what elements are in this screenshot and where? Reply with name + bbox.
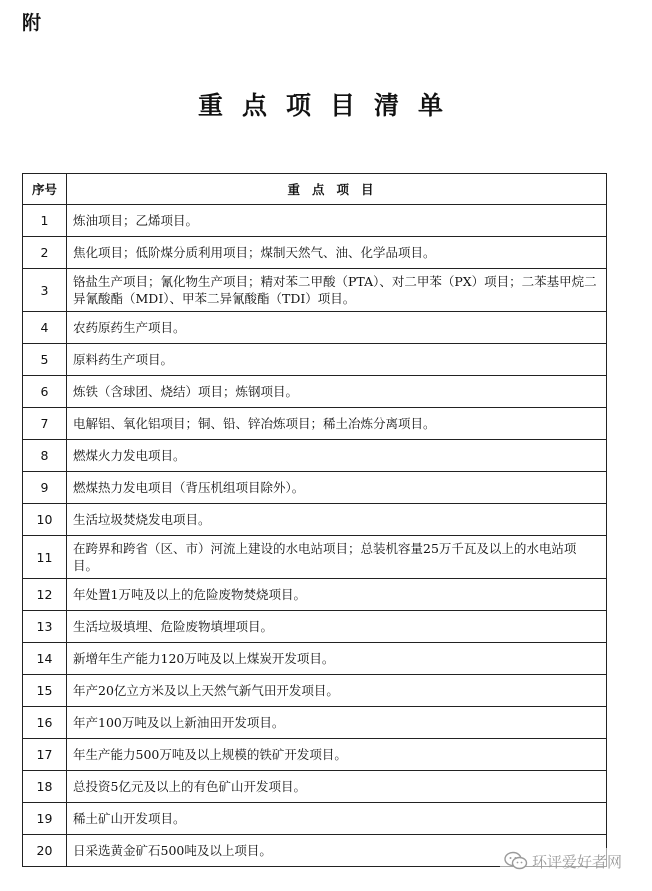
row-number: 16 [23,707,67,739]
row-project: 年生产能力500万吨及以上规模的铁矿开发项目。 [67,739,607,771]
row-project: 日采选黄金矿石500吨及以上项目。 [67,835,607,867]
row-number: 5 [23,344,67,376]
table-row [23,803,607,835]
table-row [23,312,607,344]
table-row [23,205,607,237]
table-row [23,376,607,408]
row-number: 20 [23,835,67,867]
row-project: 燃煤火力发电项目。 [67,440,607,472]
wechat-icon [504,851,528,871]
watermark-text: 环评爱好者网 [532,852,623,871]
table-row [23,675,607,707]
row-project: 总投资5亿元及以上的有色矿山开发项目。 [67,771,607,803]
header-project: 重点项目 [67,174,607,205]
row-number: 3 [23,269,67,312]
row-project: 炼油项目；乙烯项目。 [67,205,607,237]
table-row [23,408,607,440]
row-number: 9 [23,472,67,504]
row-project: 在跨界和跨省（区、市）河流上建设的水电站项目；总装机容量25万千瓦及以上的水电站项目。 [67,536,607,579]
table-row [23,269,607,312]
document-title: 重点项目清单 [197,91,462,120]
table-row [23,504,607,536]
row-number: 14 [23,643,67,675]
row-project: 炼铁（含球团、烧结）项目；炼钢项目。 [67,376,607,408]
row-number: 15 [23,675,67,707]
row-number: 8 [23,440,67,472]
row-number: 10 [23,504,67,536]
row-number: 18 [23,771,67,803]
table-row [23,536,607,579]
row-project: 农药原药生产项目。 [67,312,607,344]
table-row [23,472,607,504]
row-project: 铬盐生产项目；氰化物生产项目；精对苯二甲酸（PTA）、对二甲苯（PX）项目；二苯基甲烷二异氰酸酯（MDI）、甲苯二异氰酸酯（TDI）项目。 [67,269,607,312]
row-project: 原料药生产项目。 [67,344,607,376]
watermark [500,848,626,874]
row-project: 年产100万吨及以上新油田开发项目。 [67,707,607,739]
table-row [23,440,607,472]
row-project: 电解铝、氧化铝项目；铜、铅、锌冶炼项目；稀土冶炼分离项目。 [67,408,607,440]
row-number: 6 [23,376,67,408]
table-row [23,707,607,739]
row-number: 19 [23,803,67,835]
row-project: 新增年生产能力120万吨及以上煤炭开发项目。 [67,643,607,675]
row-number: 4 [23,312,67,344]
row-number: 2 [23,237,67,269]
row-project: 年处置1万吨及以上的危险废物焚烧项目。 [67,579,607,611]
row-project: 燃煤热力发电项目（背压机组项目除外）。 [67,472,607,504]
annex-label: 附 [22,12,42,34]
table-row [23,579,607,611]
row-project: 稀土矿山开发项目。 [67,803,607,835]
row-project: 生活垃圾焚烧发电项目。 [67,504,607,536]
table-row [23,237,607,269]
row-project: 生活垃圾填埋、危险废物填埋项目。 [67,611,607,643]
row-number: 17 [23,739,67,771]
row-number: 13 [23,611,67,643]
table-row [23,771,607,803]
header-serial-number: 序号 [23,174,67,205]
table-row [23,739,607,771]
table-header-row [23,174,607,205]
table-row [23,344,607,376]
table-row [23,611,607,643]
row-project: 焦化项目；低阶煤分质利用项目；煤制天然气、油、化学品项目。 [67,237,607,269]
row-number: 11 [23,536,67,579]
row-project: 年产20亿立方米及以上天然气新气田开发项目。 [67,675,607,707]
table-row [23,643,607,675]
project-table [22,173,607,867]
row-number: 1 [23,205,67,237]
row-number: 7 [23,408,67,440]
row-number: 12 [23,579,67,611]
